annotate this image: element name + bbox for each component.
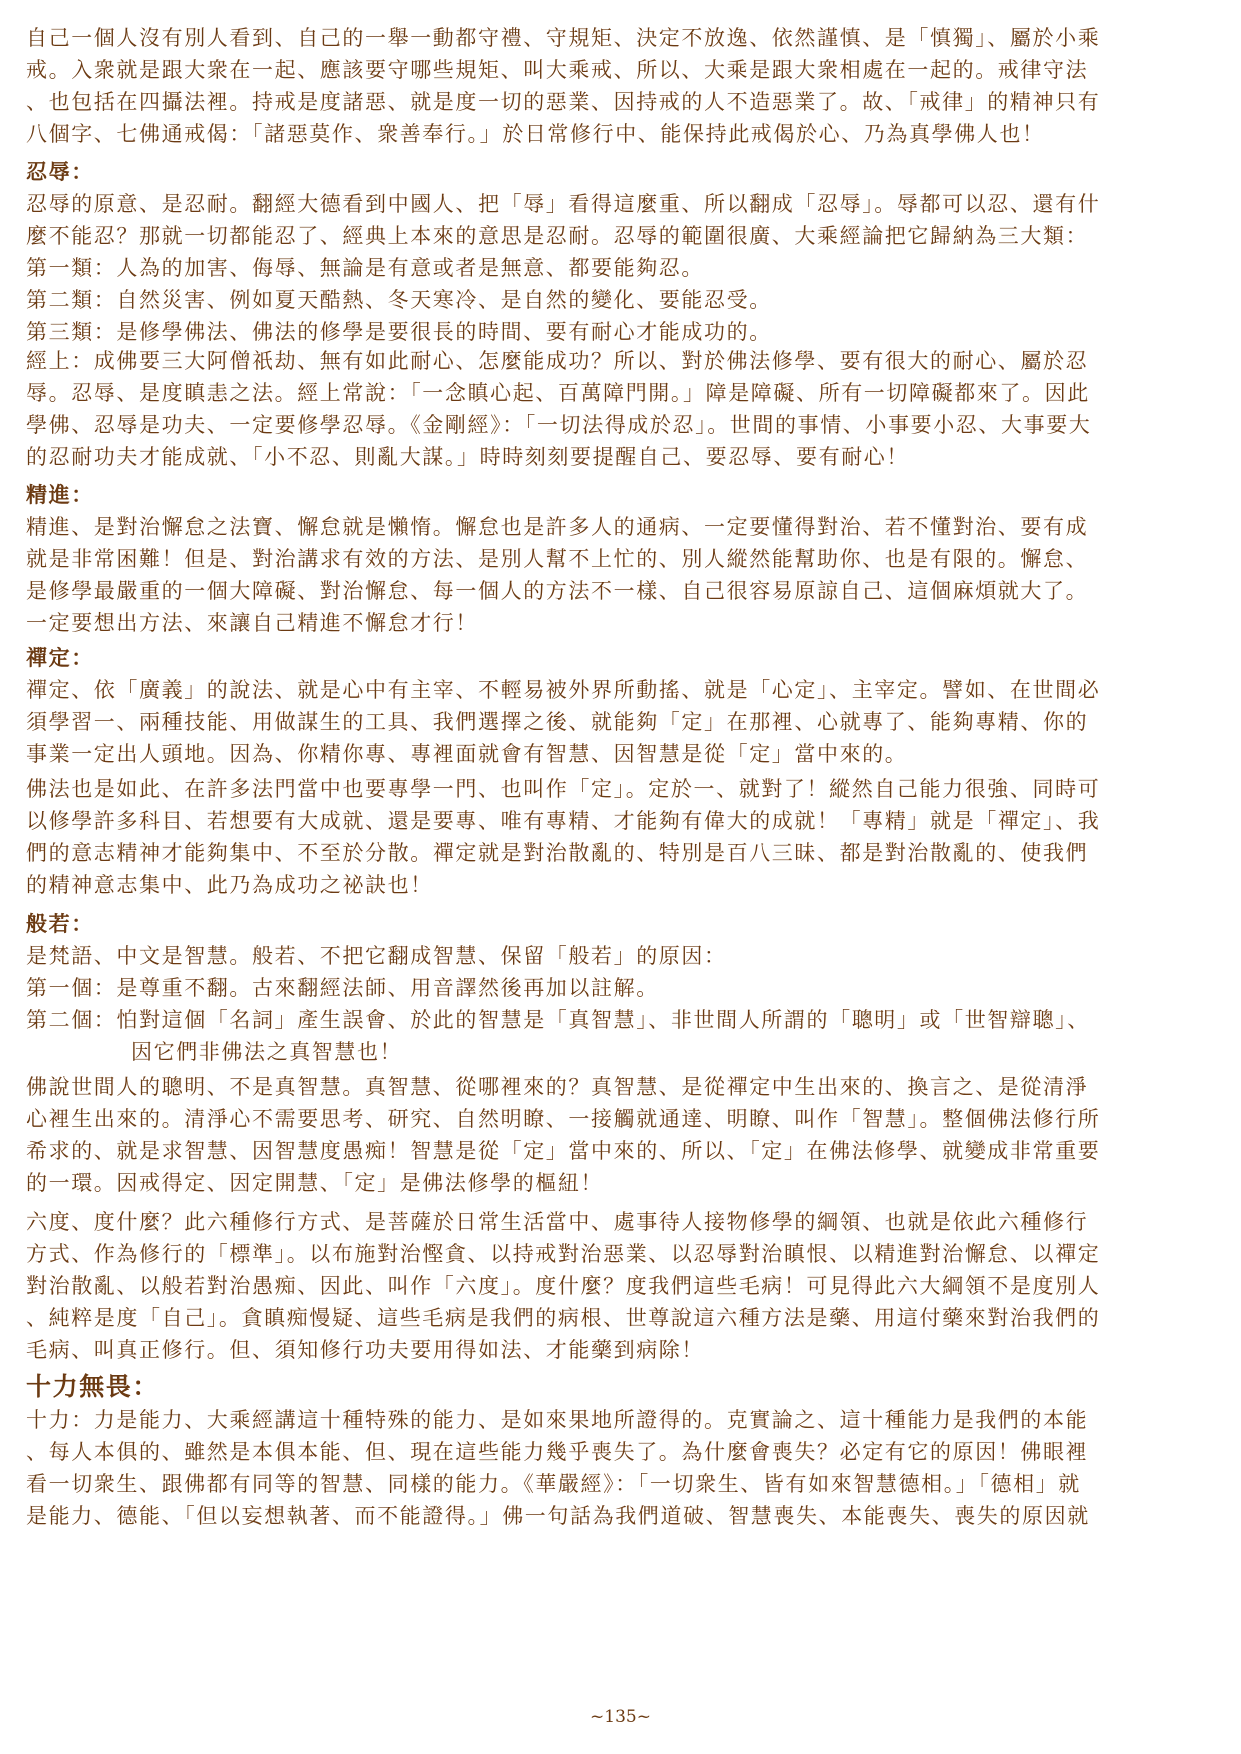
text-line: 自己一個人沒有別人看到、自己的一舉一動都守禮、守規矩、決定不放逸、依然謹慎、是「慎獨」、屬於小乘 xyxy=(26,26,1101,50)
text-line: 是梵語、中文是智慧。般若、不把它翻成智慧、保留「般若」的原因： xyxy=(26,944,727,968)
text-line: 事業一定出人頭地。因為、你精你專、專裡面就會有智慧、因智慧是從「定」當中來的。 xyxy=(26,742,908,766)
text-line: 的精神意志集中、此乃為成功之祕訣也！ xyxy=(26,873,433,897)
text-line: 佛說世間人的聰明、不是真智慧。真智慧、從哪裡來的？真智慧、是從禪定中生出來的、換言之、是從清淨 xyxy=(26,1075,1089,1099)
text-line: 佛法也是如此、在許多法門當中也要專學一門、也叫作「定」。定於一、就對了！縱然自己能力很強、同時可 xyxy=(26,777,1101,801)
text-line: 十力：力是能力、大乘經講這十種特殊的能力、是如來果地所證得的。克實論之、這十種能力是我們的本能 xyxy=(26,1408,1089,1432)
text-line: 、純粹是度「自己」。貪瞋痴慢疑、這些毛病是我們的病根、世尊說這六種方法是藥、用這付藥來對治我們的 xyxy=(26,1306,1101,1330)
text-line: 八個字、七佛通戒偈：「諸惡莫作、衆善奉行。」於日常修行中、能保持此戒偈於心、乃為真學佛人也！ xyxy=(26,122,1045,146)
paragraph-patience-sutra xyxy=(26,345,1221,473)
paragraph-wisdom xyxy=(26,1071,1221,1199)
text-line: 一定要想出方法、來讓自己精進不懈怠才行！ xyxy=(26,611,478,635)
text-line: 麼不能忍？那就一切都能忍了、經典上本來的意思是忍耐。忍辱的範圍很廣、大乘經論把它歸納為三大類： xyxy=(26,224,1089,248)
text-line: 看一切衆生、跟佛都有同等的智慧、同樣的能力。《華嚴經》：「一切衆生、皆有如來智慧德相。」「德相」就 xyxy=(26,1472,1081,1496)
text-line: 忍辱的原意、是忍耐。翻經大德看到中國人、把「辱」看得這麼重、所以翻成「忍辱」。辱都可以忍、還有什 xyxy=(26,192,1101,216)
page-number: ~135~ xyxy=(590,1707,651,1727)
text-line: 禪定、依「廣義」的說法、就是心中有主宰、不輕易被外界所動搖、就是「心定」、主宰定。譬如、在世間必 xyxy=(26,678,1101,702)
text-line: 、每人本俱的、雖然是本俱本能、但、現在這些能力幾乎喪失了。為什麼會喪失？必定有它的原因！佛眼裡 xyxy=(26,1440,1089,1464)
paragraph-concentration xyxy=(26,773,1221,901)
text-line: 的忍耐功夫才能成就、「小不忍、則亂大謀。」時時刻刻要提醒自己、要忍辱、要有耐心！ xyxy=(26,445,909,469)
text-line: 是能力、德能、「但以妄想執著、而不能證得。」佛一句話為我們道破、智慧喪失、本能喪失、喪失的原因就 xyxy=(26,1504,1090,1528)
text-line: 第二類：自然災害、例如夏天酷熱、冬天寒冷、是自然的變化、要能忍受。 xyxy=(26,288,772,312)
section-patience xyxy=(26,156,1221,348)
section-heading: 般若： xyxy=(26,911,94,936)
text-line: 是修學最嚴重的一個大障礙、對治懈怠、每一個人的方法不一樣、自己很容易原諒自己、這個麻煩就大了。 xyxy=(26,579,1089,603)
text-line: 經上：成佛要三大阿僧祇劫、無有如此耐心、怎麼能成功？所以、對於佛法修學、要有很大的耐心、屬於忍 xyxy=(26,349,1089,373)
text-line: 學佛、忍辱是功夫、一定要修學忍辱。《金剛經》：「一切法得成於忍」。世間的事情、小事要小忍、大事要大 xyxy=(26,413,1092,437)
text-line: 第一個：是尊重不翻。古來翻經法師、用音譯然後再加以註解。 xyxy=(26,976,659,1000)
text-line: 第一類：人為的加害、侮辱、無論是有意或者是無意、都要能夠忍。 xyxy=(26,256,704,280)
text-line: 毛病、叫真正修行。但、須知修行功夫要用得如法、才能藥到病除！ xyxy=(26,1338,704,1362)
section-ten-powers xyxy=(26,1370,1221,1532)
text-line: 們的意志精神才能夠集中、不至於分散。禪定就是對治散亂的、特別是百八三昧、都是對治散亂的、使我們 xyxy=(26,841,1089,865)
text-line: 六度、度什麼？此六種修行方式、是菩薩於日常生活當中、處事待人接物修學的綱領、也就是依此六種修行 xyxy=(26,1210,1089,1234)
text-line: 因它們非佛法之真智慧也！ xyxy=(131,1040,403,1064)
section-diligence xyxy=(26,479,1221,639)
section-heading: 禪定： xyxy=(26,645,94,670)
text-line: 戒。入衆就是跟大衆在一起、應該要守哪些規矩、叫大乘戒、所以、大乘是跟大衆相處在一起的。戒律守法 xyxy=(26,58,1089,82)
text-line: 的一環。因戒得定、因定開慧、「定」是佛法修學的樞紐！ xyxy=(26,1171,604,1195)
paragraph-six-paramitas xyxy=(26,1206,1221,1366)
text-line: 精進、是對治懈怠之法寶、懈怠就是懶惰。懈怠也是許多人的通病、一定要懂得對治、若不懂對治、要有成 xyxy=(26,515,1089,539)
text-line: 第三類：是修學佛法、佛法的修學是要很長的時間、要有耐心才能成功的。 xyxy=(26,320,772,344)
text-line: 、也包括在四攝法裡。持戒是度諸惡、就是度一切的惡業、因持戒的人不造惡業了。故、「戒律」的精神只有 xyxy=(26,90,1101,114)
section-heading: 精進： xyxy=(26,482,94,507)
text-line: 方式、作為修行的「標準」。以布施對治慳貪、以持戒對治惡業、以忍辱對治瞋恨、以精進對治懈怠、以禪定 xyxy=(26,1242,1101,1266)
text-line: 須學習一、兩種技能、用做謀生的工具、我們選擇之後、就能夠「定」在那裡、心就專了、能夠專精、你的 xyxy=(26,710,1089,734)
text-line: 對治散亂、以般若對治愚痴、因此、叫作「六度」。度什麼？度我們這些毛病！可見得此六大綱領不是度別人 xyxy=(26,1274,1101,1298)
text-line: 第二個：怕對這個「名詞」產生誤會、於此的智慧是「真智慧」、非世間人所謂的「聰明」或「世智辯聰」、 xyxy=(26,1008,1090,1032)
text-line: 就是非常困難！但是、對治講求有效的方法、是別人幫不上忙的、別人縱然能幫助你、也是有限的。懈怠、 xyxy=(26,547,1089,571)
section-heading: 忍辱： xyxy=(26,159,94,184)
paragraph-precepts xyxy=(26,22,1221,150)
section-prajna xyxy=(26,908,1221,1068)
text-line: 以修學許多科目、若想要有大成就、還是要專、唯有專精、才能夠有偉大的成就！「專精」就是「禪定」、我 xyxy=(26,809,1101,833)
section-heading: 十力無畏： xyxy=(26,1372,160,1401)
text-line: 希求的、就是求智慧、因智慧度愚痴！智慧是從「定」當中來的、所以、「定」在佛法修學、就變成非常重要 xyxy=(26,1139,1101,1163)
text-line: 辱。忍辱、是度瞋恚之法。經上常說：「一念瞋心起、百萬障門開。」障是障礙、所有一切障礙都來了。因此 xyxy=(26,381,1090,405)
text-line: 心裡生出來的。清淨心不需要思考、研究、自然明瞭、一接觸就通達、明瞭、叫作「智慧」。整個佛法修行所 xyxy=(26,1107,1101,1131)
section-meditation xyxy=(26,642,1221,770)
